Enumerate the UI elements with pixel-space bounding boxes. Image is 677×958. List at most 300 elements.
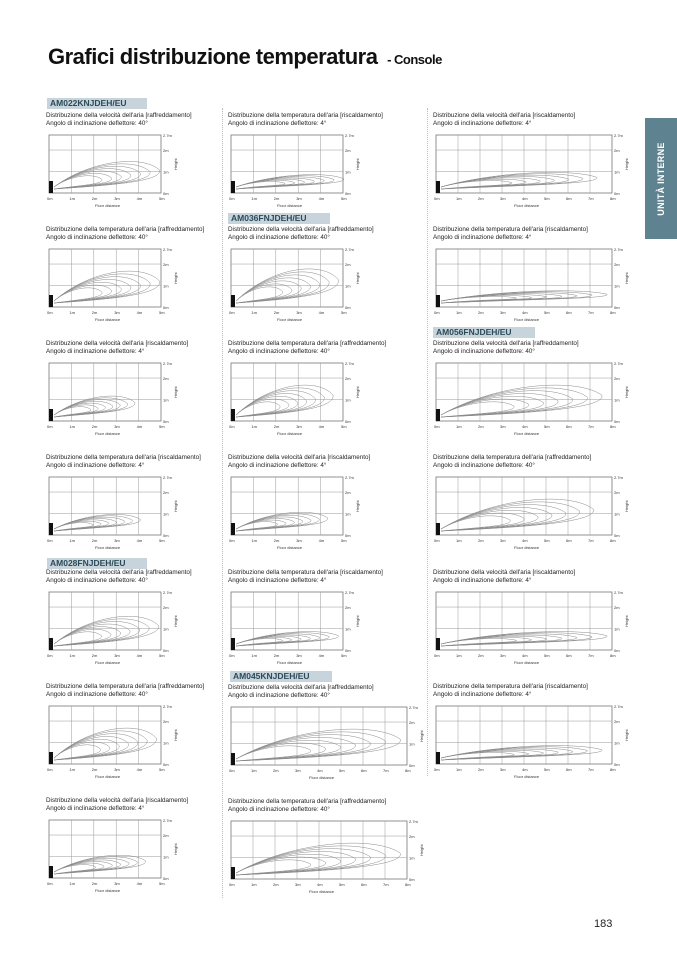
- x-tick-label: 4m: [136, 310, 143, 315]
- y-tick-label: 2m: [163, 376, 169, 382]
- temperature-distribution-chart: [229, 475, 365, 560]
- x-tick-label: 5m: [341, 538, 347, 543]
- chart-caption: Distribuzione della velocità dell'aria [raffreddamento]: [433, 340, 579, 347]
- y-tick-label: 0m: [614, 305, 620, 310]
- chart-angle-caption: Angolo di inclinazione deflettore: 40°: [228, 234, 330, 241]
- x-tick-label: 4m: [318, 424, 325, 429]
- model-label: AM056FNJDEH/EU: [433, 327, 535, 338]
- temperature-distribution-chart: [47, 590, 183, 675]
- indoor-unit-block: [436, 181, 440, 193]
- y-tick-label: 0m: [614, 419, 620, 424]
- y-axis-label: Height: [173, 158, 178, 170]
- x-tick-label: 2m: [478, 424, 484, 429]
- x-tick-label: 8m: [610, 653, 616, 658]
- x-axis-label: Floor distance: [95, 317, 121, 322]
- x-axis-label: Floor distance: [95, 203, 121, 208]
- y-tick-label: 0m: [345, 305, 351, 310]
- y-tick-label: 2.7m: [163, 361, 172, 366]
- chart-caption: Distribuzione della velocità dell'aria [riscaldamento]: [433, 569, 576, 576]
- x-tick-label: 1m: [69, 424, 75, 429]
- temperature-distribution-chart: [47, 361, 183, 446]
- y-tick-label: 2.7m: [163, 704, 172, 709]
- x-tick-label: 4m: [136, 196, 143, 201]
- temperature-distribution-chart: [47, 247, 183, 332]
- x-tick-label: 1m: [69, 653, 75, 658]
- page-title: [48, 44, 442, 70]
- x-tick-label: 3m: [500, 538, 506, 543]
- chart-caption: Distribuzione della temperatura dell'aria [riscaldamento]: [228, 112, 383, 119]
- chart-angle-caption: Angolo di inclinazione deflettore: 4°: [433, 234, 532, 241]
- x-tick-label: 0m: [47, 767, 53, 772]
- contour-line: [236, 514, 319, 531]
- x-tick-label: 4m: [136, 653, 143, 658]
- y-tick-label: 1m: [163, 283, 169, 289]
- y-tick-label: 0m: [163, 419, 169, 424]
- chart-caption: Distribuzione della temperatura dell'aria [riscaldamento]: [228, 569, 383, 576]
- x-tick-label: 3m: [295, 768, 301, 773]
- x-tick-label: 5m: [159, 196, 165, 201]
- contour-line: [441, 388, 587, 417]
- chart-angle-caption: Angolo di inclinazione deflettore: 4°: [433, 577, 532, 584]
- y-axis-label: Height: [355, 272, 360, 284]
- y-axis-label: Height: [173, 729, 178, 741]
- x-tick-label: 4m: [522, 310, 528, 315]
- chart-caption: Distribuzione della temperatura dell'aria [raffreddamento]: [46, 226, 205, 233]
- y-tick-label: 2m: [345, 605, 351, 611]
- x-tick-label: 6m: [566, 538, 572, 543]
- y-axis-label: Height: [173, 615, 178, 627]
- x-tick-label: 4m: [318, 538, 325, 543]
- x-axis-label: Floor distance: [277, 317, 303, 322]
- x-tick-label: 3m: [500, 767, 506, 772]
- y-tick-label: 1m: [345, 397, 351, 403]
- y-tick-label: 2m: [163, 605, 169, 611]
- x-tick-label: 1m: [251, 310, 257, 315]
- y-tick-label: 1m: [163, 397, 169, 403]
- y-tick-label: 2m: [163, 262, 169, 268]
- x-tick-label: 2m: [273, 196, 280, 201]
- x-tick-label: 1m: [456, 424, 462, 429]
- y-tick-label: 1m: [409, 855, 415, 861]
- y-tick-label: 1m: [614, 283, 620, 289]
- y-tick-label: 2m: [614, 719, 620, 725]
- temperature-distribution-chart: [47, 704, 183, 789]
- y-tick-label: 2.7m: [614, 247, 623, 252]
- x-tick-label: 3m: [295, 882, 301, 887]
- chart-angle-caption: Angolo di inclinazione deflettore: 4°: [228, 577, 327, 584]
- x-tick-label: 3m: [500, 196, 506, 201]
- contour-line: [54, 855, 146, 874]
- y-tick-label: 0m: [614, 762, 620, 767]
- x-tick-label: 1m: [251, 653, 257, 658]
- x-tick-label: 1m: [456, 653, 462, 658]
- x-tick-label: 3m: [114, 310, 120, 315]
- y-tick-label: 2.7m: [614, 133, 623, 138]
- y-tick-label: 2.7m: [345, 361, 354, 366]
- x-tick-label: 3m: [296, 424, 302, 429]
- chart-angle-caption: Angolo di inclinazione deflettore: 4°: [46, 805, 145, 812]
- indoor-unit-block: [436, 409, 440, 421]
- x-tick-label: 1m: [69, 767, 75, 772]
- x-tick-label: 7m: [383, 768, 389, 773]
- x-tick-label: 3m: [296, 538, 302, 543]
- x-tick-label: 0m: [229, 196, 235, 201]
- x-tick-label: 1m: [456, 767, 462, 772]
- x-tick-label: 0m: [434, 424, 440, 429]
- x-tick-label: 0m: [434, 310, 440, 315]
- x-tick-label: 2m: [91, 881, 98, 886]
- x-tick-label: 3m: [296, 653, 302, 658]
- chart-caption: Distribuzione della velocità dell'aria [raffreddamento]: [228, 684, 374, 691]
- chart-angle-caption: Angolo di inclinazione deflettore: 40°: [228, 348, 330, 355]
- chart-caption: Distribuzione della velocità dell'aria [raffreddamento]: [228, 226, 374, 233]
- x-tick-label: 4m: [318, 310, 325, 315]
- x-axis-label: Floor distance: [514, 431, 540, 436]
- temperature-distribution-chart: [434, 704, 634, 789]
- x-tick-label: 5m: [159, 653, 165, 658]
- chart-caption: Distribuzione della velocità dell'aria [riscaldamento]: [433, 112, 576, 119]
- chart-caption: Distribuzione della velocità dell'aria [raffreddamento]: [46, 112, 192, 119]
- contour-line: [236, 632, 338, 646]
- y-tick-label: 1m: [163, 169, 169, 175]
- chart-angle-caption: Angolo di inclinazione deflettore: 4°: [228, 462, 327, 469]
- y-tick-label: 2.7m: [163, 475, 172, 480]
- y-tick-label: 2m: [345, 262, 351, 268]
- x-tick-label: 0m: [434, 653, 440, 658]
- x-tick-label: 0m: [47, 653, 53, 658]
- y-tick-label: 2m: [409, 720, 415, 726]
- x-tick-label: 2m: [273, 538, 280, 543]
- x-axis-label: Floor distance: [95, 888, 121, 893]
- contour-line: [441, 746, 602, 760]
- y-tick-label: 0m: [163, 191, 169, 196]
- x-tick-label: 4m: [136, 767, 143, 772]
- y-tick-label: 2m: [614, 605, 620, 611]
- y-tick-label: 2.7m: [345, 475, 354, 480]
- x-tick-label: 2m: [273, 310, 280, 315]
- chart-angle-caption: Angolo di inclinazione deflettore: 40°: [46, 234, 148, 241]
- y-axis-label: Height: [355, 386, 360, 398]
- x-tick-label: 2m: [91, 538, 98, 543]
- temperature-distribution-chart: [434, 133, 634, 218]
- x-axis-label: Floor distance: [309, 889, 335, 894]
- side-tab: [645, 118, 677, 239]
- y-tick-label: 2m: [614, 376, 620, 382]
- y-axis-label: Height: [173, 843, 178, 855]
- indoor-unit-block: [436, 638, 440, 650]
- x-tick-label: 7m: [588, 767, 594, 772]
- x-tick-label: 4m: [522, 767, 528, 772]
- x-axis-label: Floor distance: [514, 203, 540, 208]
- contour-line: [236, 512, 328, 531]
- y-tick-label: 2m: [345, 148, 351, 154]
- chart-angle-caption: Angolo di inclinazione deflettore: 40°: [46, 691, 148, 698]
- chart-caption: Distribuzione della velocità dell'aria [riscaldamento]: [228, 454, 371, 461]
- y-tick-label: 2.7m: [614, 590, 623, 595]
- x-tick-label: 8m: [405, 768, 411, 773]
- x-axis-label: Floor distance: [514, 660, 540, 665]
- x-tick-label: 0m: [47, 881, 53, 886]
- chart-angle-caption: Angolo di inclinazione deflettore: 4°: [433, 691, 532, 698]
- x-tick-label: 3m: [500, 653, 506, 658]
- indoor-unit-block: [436, 523, 440, 535]
- indoor-unit-block: [49, 181, 53, 193]
- y-axis-label: Height: [624, 500, 629, 512]
- contour-line: [54, 619, 149, 646]
- y-tick-label: 0m: [614, 533, 620, 538]
- temperature-distribution-chart: [434, 247, 634, 332]
- x-tick-label: 7m: [588, 310, 594, 315]
- indoor-unit-block: [231, 181, 235, 193]
- y-tick-label: 1m: [345, 283, 351, 289]
- chart-caption: Distribuzione della temperatura dell'aria [riscaldamento]: [433, 683, 588, 690]
- x-axis-label: Floor distance: [95, 774, 121, 779]
- x-tick-label: 8m: [610, 196, 616, 201]
- x-tick-label: 7m: [588, 653, 594, 658]
- column-divider: [222, 108, 223, 898]
- x-tick-label: 0m: [434, 767, 440, 772]
- x-tick-label: 3m: [114, 881, 120, 886]
- x-tick-label: 1m: [69, 196, 75, 201]
- y-tick-label: 2m: [409, 834, 415, 840]
- x-tick-label: 1m: [69, 881, 75, 886]
- y-axis-label: Height: [624, 729, 629, 741]
- chart-angle-caption: Angolo di inclinazione deflettore: 40°: [433, 462, 535, 469]
- column-divider: [427, 108, 428, 776]
- x-tick-label: 6m: [566, 424, 572, 429]
- chart-caption: Distribuzione della temperatura dell'aria [raffreddamento]: [228, 798, 387, 805]
- y-tick-label: 1m: [163, 854, 169, 860]
- x-axis-label: Floor distance: [95, 431, 121, 436]
- x-tick-label: 5m: [544, 767, 550, 772]
- contour-line: [236, 388, 324, 417]
- chart-angle-caption: Angolo di inclinazione deflettore: 40°: [228, 692, 330, 699]
- x-tick-label: 1m: [251, 768, 257, 773]
- x-tick-label: 1m: [251, 424, 257, 429]
- y-tick-label: 2m: [163, 719, 169, 725]
- x-tick-label: 8m: [405, 882, 411, 887]
- x-tick-label: 2m: [273, 424, 280, 429]
- y-tick-label: 2.7m: [409, 705, 418, 710]
- y-tick-label: 0m: [163, 876, 169, 881]
- x-tick-label: 0m: [229, 768, 235, 773]
- x-axis-label: Floor distance: [514, 774, 540, 779]
- x-tick-label: 4m: [136, 424, 143, 429]
- x-tick-label: 7m: [588, 538, 594, 543]
- y-tick-label: 0m: [614, 191, 620, 196]
- temperature-distribution-chart: [229, 133, 365, 218]
- indoor-unit-block: [231, 409, 235, 421]
- x-tick-label: 1m: [251, 196, 257, 201]
- y-axis-label: Height: [624, 386, 629, 398]
- x-tick-label: 5m: [159, 538, 165, 543]
- y-tick-label: 1m: [409, 741, 415, 747]
- y-tick-label: 2.7m: [163, 590, 172, 595]
- chart-angle-caption: Angolo di inclinazione deflettore: 4°: [228, 120, 327, 127]
- indoor-unit-block: [436, 752, 440, 764]
- y-tick-label: 2m: [614, 490, 620, 496]
- y-tick-label: 2.7m: [409, 819, 418, 824]
- x-tick-label: 6m: [566, 310, 572, 315]
- y-tick-label: 0m: [345, 648, 351, 653]
- x-tick-label: 5m: [339, 768, 345, 773]
- y-tick-label: 2.7m: [614, 475, 623, 480]
- chart-caption: Distribuzione della temperatura dell'aria [raffreddamento]: [228, 340, 387, 347]
- x-tick-label: 2m: [478, 196, 484, 201]
- y-tick-label: 1m: [614, 169, 620, 175]
- y-tick-label: 0m: [163, 762, 169, 767]
- temperature-distribution-chart: [47, 818, 183, 903]
- indoor-unit-block: [49, 409, 53, 421]
- x-tick-label: 1m: [456, 196, 462, 201]
- temperature-distribution-chart: [229, 590, 365, 675]
- x-tick-label: 8m: [610, 538, 616, 543]
- indoor-unit-block: [436, 295, 440, 307]
- y-tick-label: 1m: [614, 511, 620, 517]
- x-tick-label: 0m: [434, 538, 440, 543]
- temperature-distribution-chart: [229, 361, 365, 446]
- x-tick-label: 8m: [610, 767, 616, 772]
- y-axis-label: Height: [173, 272, 178, 284]
- y-tick-label: 1m: [614, 397, 620, 403]
- y-tick-label: 1m: [345, 511, 351, 517]
- contour-line: [54, 516, 132, 531]
- y-tick-label: 0m: [345, 419, 351, 424]
- x-tick-label: 3m: [500, 310, 506, 315]
- y-tick-label: 2m: [614, 262, 620, 268]
- x-tick-label: 0m: [47, 310, 53, 315]
- x-tick-label: 0m: [47, 424, 53, 429]
- contour-line: [441, 172, 597, 189]
- contour-line: [54, 398, 128, 417]
- x-tick-label: 5m: [159, 881, 165, 886]
- page-subtitle: - Console: [387, 52, 442, 67]
- y-tick-label: 2m: [163, 148, 169, 154]
- indoor-unit-block: [49, 523, 53, 535]
- chart-angle-caption: Angolo di inclinazione deflettore: 40°: [46, 577, 148, 584]
- x-tick-label: 8m: [610, 310, 616, 315]
- x-tick-label: 6m: [566, 196, 572, 201]
- indoor-unit-block: [231, 867, 235, 879]
- x-tick-label: 3m: [500, 424, 506, 429]
- x-tick-label: 0m: [229, 538, 235, 543]
- x-tick-label: 3m: [114, 767, 120, 772]
- x-tick-label: 1m: [456, 310, 462, 315]
- page-number: 183: [594, 918, 613, 930]
- contour-line: [54, 514, 140, 531]
- temperature-distribution-chart: [229, 819, 429, 904]
- x-tick-label: 6m: [361, 768, 367, 773]
- indoor-unit-block: [231, 295, 235, 307]
- y-tick-label: 1m: [614, 626, 620, 632]
- x-tick-label: 2m: [91, 767, 98, 772]
- x-tick-label: 4m: [317, 882, 323, 887]
- chart-angle-caption: Angolo di inclinazione deflettore: 4°: [433, 120, 532, 127]
- y-tick-label: 2.7m: [345, 590, 354, 595]
- y-tick-label: 1m: [614, 740, 620, 746]
- y-tick-label: 1m: [345, 169, 351, 175]
- chart-caption: Distribuzione della velocità dell'aria [riscaldamento]: [46, 797, 189, 804]
- y-tick-label: 0m: [614, 648, 620, 653]
- y-tick-label: 0m: [163, 648, 169, 653]
- temperature-distribution-chart: [434, 361, 634, 446]
- x-tick-label: 5m: [339, 882, 345, 887]
- chart-caption: Distribuzione della temperatura dell'aria [raffreddamento]: [46, 683, 205, 690]
- temperature-distribution-chart: [229, 705, 429, 790]
- x-tick-label: 7m: [588, 196, 594, 201]
- y-tick-label: 2m: [163, 833, 169, 839]
- temperature-distribution-chart: [47, 133, 183, 218]
- indoor-unit-block: [49, 752, 53, 764]
- indoor-unit-block: [49, 638, 53, 650]
- y-axis-label: Height: [355, 615, 360, 627]
- x-tick-label: 1m: [251, 538, 257, 543]
- x-axis-label: Floor distance: [309, 775, 335, 780]
- temperature-distribution-chart: [47, 475, 183, 560]
- contour-line: [441, 174, 583, 189]
- y-axis-label: Height: [355, 158, 360, 170]
- y-tick-label: 0m: [345, 191, 351, 196]
- chart-angle-caption: Angolo di inclinazione deflettore: 40°: [228, 806, 330, 813]
- x-tick-label: 7m: [588, 424, 594, 429]
- x-tick-label: 3m: [114, 653, 120, 658]
- x-axis-label: Floor distance: [95, 660, 121, 665]
- model-label: AM045KNJDEH/EU: [230, 671, 332, 682]
- x-tick-label: 2m: [91, 424, 98, 429]
- contour-line: [54, 731, 147, 760]
- x-tick-label: 3m: [296, 196, 302, 201]
- x-tick-label: 2m: [91, 196, 98, 201]
- indoor-unit-block: [231, 638, 235, 650]
- y-tick-label: 2m: [345, 490, 351, 496]
- model-label: AM022KNJDEH/EU: [47, 98, 147, 109]
- indoor-unit-block: [231, 753, 235, 765]
- x-tick-label: 2m: [478, 767, 484, 772]
- x-axis-label: Floor distance: [277, 660, 303, 665]
- x-tick-label: 6m: [566, 767, 572, 772]
- y-axis-label: Height: [173, 500, 178, 512]
- y-tick-label: 0m: [163, 305, 169, 310]
- x-tick-label: 5m: [544, 196, 550, 201]
- y-tick-label: 0m: [409, 877, 415, 882]
- y-tick-label: 2.7m: [163, 133, 172, 138]
- x-tick-label: 1m: [69, 538, 75, 543]
- x-tick-label: 6m: [566, 653, 572, 658]
- x-tick-label: 2m: [478, 538, 484, 543]
- x-tick-label: 8m: [610, 424, 616, 429]
- side-tab-label: UNITÀ INTERNE: [656, 141, 666, 216]
- chart-angle-caption: Angolo di inclinazione deflettore: 40°: [433, 348, 535, 355]
- y-tick-label: 2.7m: [614, 361, 623, 366]
- x-axis-label: Floor distance: [277, 203, 303, 208]
- x-tick-label: 6m: [361, 882, 367, 887]
- contour-line: [54, 396, 135, 417]
- x-tick-label: 5m: [159, 767, 165, 772]
- x-tick-label: 3m: [114, 196, 120, 201]
- x-axis-label: Floor distance: [277, 545, 303, 550]
- x-tick-label: 4m: [318, 196, 325, 201]
- chart-caption: Distribuzione della velocità dell'aria [riscaldamento]: [46, 340, 189, 347]
- y-tick-label: 0m: [345, 533, 351, 538]
- x-tick-label: 2m: [91, 653, 98, 658]
- y-tick-label: 2.7m: [163, 818, 172, 823]
- y-tick-label: 2.7m: [345, 247, 354, 252]
- y-axis-label: Height: [355, 500, 360, 512]
- y-tick-label: 1m: [163, 626, 169, 632]
- temperature-distribution-chart: [229, 247, 365, 332]
- contour-line: [54, 274, 150, 303]
- indoor-unit-block: [231, 523, 235, 535]
